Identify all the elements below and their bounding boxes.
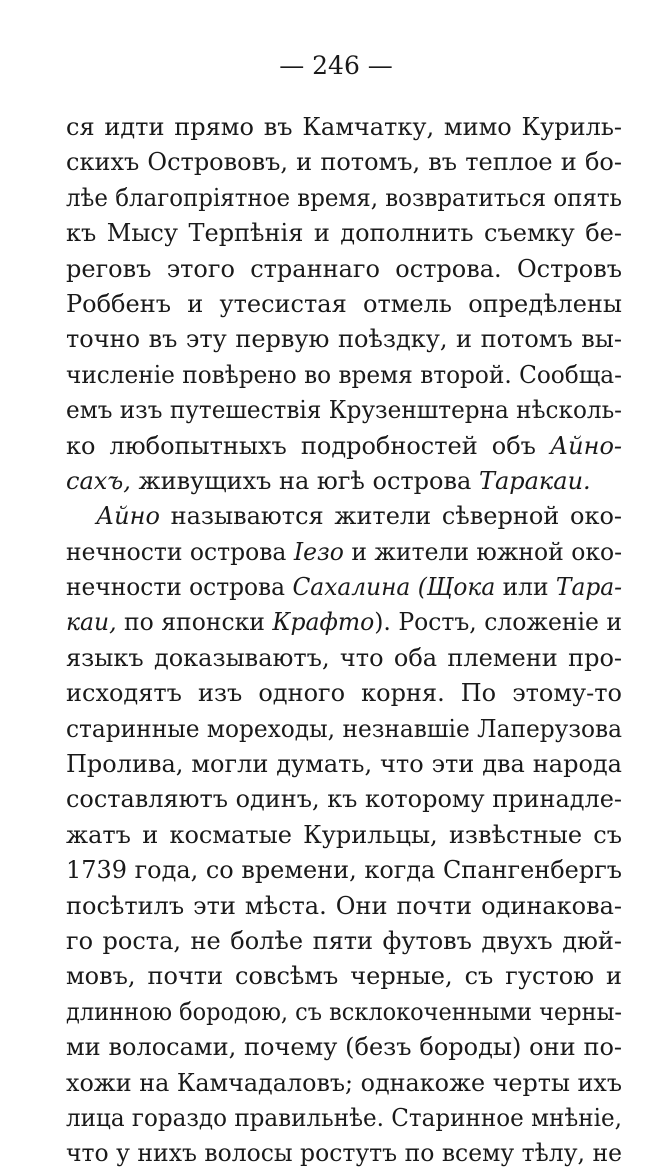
text-segment: и жители южной око-: [343, 537, 623, 566]
italic-text-segment: Крафто: [272, 608, 375, 637]
text-line: [66, 393, 622, 428]
text-segment: или: [495, 573, 556, 602]
italic-text-segment: Тара-: [555, 573, 623, 602]
text-line: [66, 252, 622, 287]
text-segment: ко любопытныхъ подробностей объ: [66, 431, 550, 460]
text-line: [66, 712, 622, 747]
text-line: [66, 570, 622, 605]
text-line: [66, 889, 622, 924]
text-line: [66, 535, 622, 570]
text-line: [66, 499, 622, 534]
italic-text-segment: Таракаи.: [478, 466, 591, 495]
text-segment: старинные мореходы, незнавшіе Лаперузова: [66, 714, 622, 743]
text-segment: точно въ эту первую поѣздку, и потомъ вы-: [66, 325, 622, 354]
text-line: [66, 110, 622, 145]
text-line: [66, 641, 622, 676]
italic-text-segment: каи,: [66, 608, 117, 637]
text-line: [66, 181, 622, 216]
text-line: [66, 853, 622, 888]
text-segment: живущихъ на югѣ острова: [130, 466, 479, 495]
text-line: [66, 1136, 622, 1171]
text-segment: посѣтилъ эти мѣста. Они почти одинакова-: [66, 891, 622, 920]
text-line: [66, 1030, 622, 1065]
text-segment: го роста, не болѣе пяти футовъ двухъ дюй-: [66, 926, 622, 955]
text-segment: ). Ростъ, сложеніе и: [374, 608, 622, 637]
text-segment: мовъ, почти совсѣмъ черные, съ густою и: [66, 962, 622, 991]
text-line: [66, 995, 622, 1030]
text-line: [66, 287, 622, 322]
text-line: [66, 1101, 622, 1136]
text-line: [66, 924, 622, 959]
text-segment: языкъ доказываютъ, что оба племени про-: [66, 643, 622, 672]
text-line: [66, 429, 622, 464]
text-line: [66, 747, 622, 782]
text-line: [66, 1066, 622, 1101]
text-segment: жатъ и косматые Курильцы, извѣстные съ: [66, 820, 622, 849]
body-text: [66, 110, 622, 1172]
text-segment: нечности острова: [66, 537, 294, 566]
page-number: — 246 —: [279, 51, 393, 80]
text-segment: реговъ этого страннаго острова. Островъ: [66, 254, 622, 283]
text-segment: 1739 года, со времени, когда Спангенбергъ: [66, 856, 622, 885]
text-line: [66, 605, 622, 640]
text-line: [66, 959, 622, 994]
text-line: [66, 358, 622, 393]
text-segment: называются жители сѣверной око-: [159, 502, 622, 531]
text-segment: нечности острова: [66, 573, 293, 602]
text-line: [66, 145, 622, 180]
italic-text-segment: Айно: [96, 502, 160, 531]
italic-text-segment: Сахалина (Щока: [292, 573, 496, 602]
text-line: [66, 322, 622, 357]
text-segment: ся идти прямо въ Камчатку, мимо Куриль-: [66, 113, 622, 141]
text-line: [66, 676, 622, 711]
text-segment: Пролива, могли думать, что эти два народа: [66, 750, 622, 779]
text-segment: исходятъ изъ одного корня. По этому-то: [66, 679, 622, 708]
italic-text-segment: сахъ,: [66, 466, 131, 495]
text-line: [66, 782, 622, 817]
text-segment: емъ изъ путешествія Крузенштерна нѣсколь-: [66, 396, 623, 425]
text-line: [66, 464, 622, 499]
text-segment: по японски: [116, 608, 273, 637]
text-segment: составляютъ одинъ, къ которому принадле-: [66, 785, 622, 814]
text-segment: ми волосами, почему (безъ бороды) они по-: [66, 1033, 622, 1062]
text-segment: хожи на Камчадаловъ; однакоже черты ихъ: [66, 1068, 623, 1097]
italic-text-segment: Айно-: [550, 431, 622, 460]
text-segment: къ Мысу Терпѣнія и дополнить съемку бе-: [66, 219, 622, 248]
text-segment: длинною бородою, съ всклокоченными черны-: [66, 997, 623, 1026]
text-line: [66, 818, 622, 853]
text-line: [66, 216, 622, 251]
text-segment: численіе повѣрено во время второй. Сообща-: [66, 360, 622, 389]
text-segment: что у нихъ волосы ростутъ по всему тѣлу, не: [66, 1139, 623, 1168]
text-segment: лица гораздо правильнѣе. Старинное мнѣніе,: [66, 1103, 622, 1132]
text-segment: скихъ Острововъ, и потомъ, въ теплое и бо-: [66, 148, 622, 177]
text-segment: лѣе благопріятное время, возвратиться опять: [66, 183, 623, 212]
italic-text-segment: Іезо: [293, 537, 344, 566]
text-segment: Роббенъ и утесистая отмель опредѣлены: [66, 289, 622, 318]
